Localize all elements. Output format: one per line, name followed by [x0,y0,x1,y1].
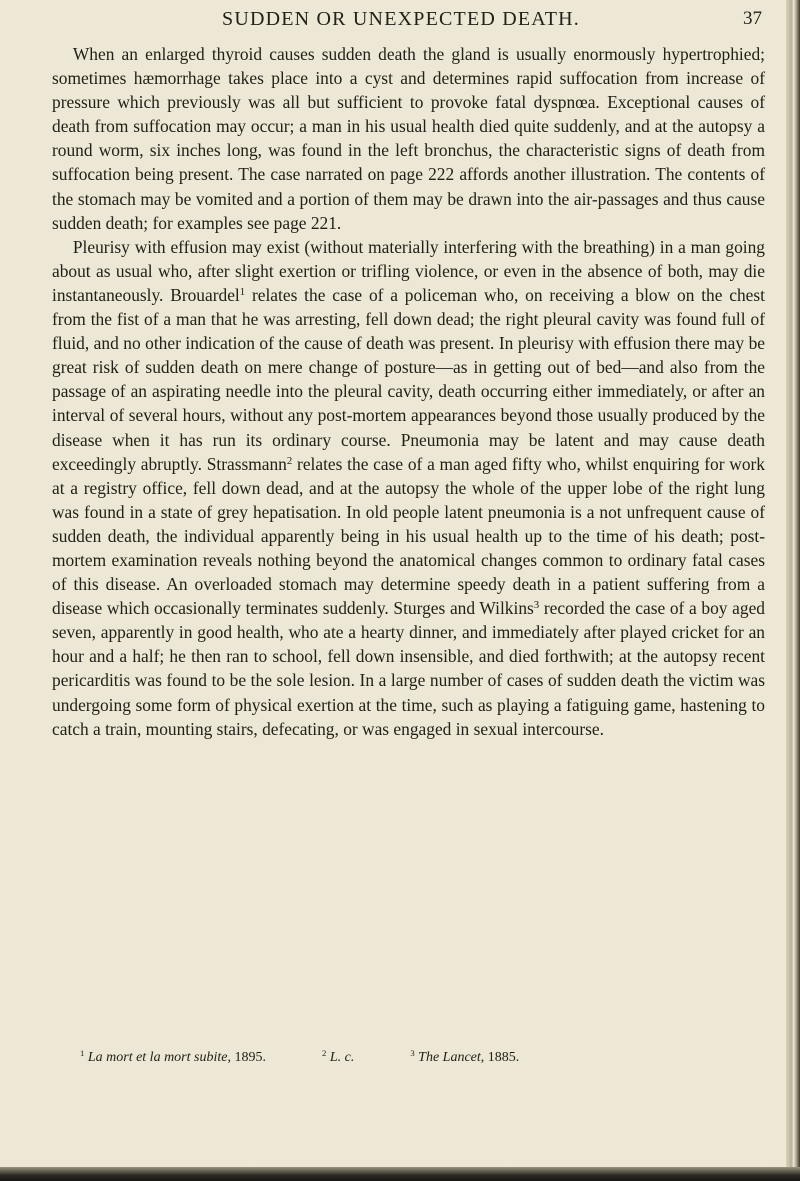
footnote [322,1050,354,1066]
footnotes [80,1050,740,1066]
footnote-mark: 1 [80,1048,85,1059]
footnote-reference: 2 [286,454,293,467]
footnote-reference: 3 [533,599,540,612]
footnote-detail: , 1895. [227,1050,266,1065]
paragraph [52,235,765,741]
paragraph [52,42,765,235]
paragraph-text: relates the case of a policeman who, on receiving a blow on the chest from the fist of a man that he was arresting, fell down dead; the right pleural cavity was found full of fluid, and no other indication of the cause of death was present. In pleurisy with effusion there may be great risk of sudden death on mere change of posture—as in getting out of bed—and also from the passage of an aspirating needle into the pleural cavity, death occurring either immediately, or after an interval of several hours, without any post-mortem appearances beyond those usually produced by the disease when it has run its ordinary course. Pneumonia may be latent and may cause death exceedingly abruptly. Strassmann [52,284,765,474]
footnote-mark: 3 [410,1048,415,1059]
footnote-detail: , 1885. [480,1050,520,1065]
footnote-title: La mort et la mort subite [87,1050,228,1065]
body-text [52,42,765,741]
paragraph-text: When an enlarged thyroid causes sudden death the gland is usually enormously hypertrophied; sometimes hæmorrhage takes place into a cyst and determines rapid suffocation from increase of pressure which previously was all but sufficient to provoke fatal dyspnœa. Exceptional causes of death from suffocation may occur; a man in his usual health died quite suddenly, and at the autopsy a round worm, six inches long, was found in the left bronchus, the characteristic signs of death from suffocation being present. The case narrated on page 222 affords another illustration. The contents of the stomach may be vomited and a portion of them may be drawn into the air-passages and thus cause sudden death; for examples see page 221. [52,44,765,233]
footnote [80,1050,266,1066]
footnote [410,1050,519,1066]
footnote-title: L. c. [329,1050,355,1065]
running-head: SUDDEN OR UNEXPECTED DEATH. [222,8,580,30]
paragraph-text: relates the case of a man aged fifty who, whilst enquiring for work at a registry office, fell down dead, and at the autopsy the whole of the upper lobe of the right lung was found in a state of grey hepatisation. In old people latent pneumonia is a not unfrequent cause of sudden death, the individual apparently being in his usual health up to the time of his death; post-mortem examination reveals nothing beyond the anatomical changes common to ordinary fatal cases of this disease. An overloaded stomach may determine speedy death in a patient suffering from a disease which occasionally terminates suddenly. Sturges and Wilkins [52,453,766,619]
footnote-mark: 2 [321,1048,327,1059]
footnote-title: The Lancet [418,1050,481,1065]
page-number: 37 [743,8,762,29]
footnote-reference: 1 [239,286,246,299]
page-header [40,8,762,38]
paragraph-text: recorded the case of a boy aged seven, apparently in good health, who ate a hearty dinner, and immediately after played cricket for an hour and a half; he then ran to school, fell down insensible, and died forthwith; at the autopsy recent pericarditis was found to be the sole lesion. In a large number of cases of sudden death the victim was undergoing some form of physical exertion at the time, such as playing a fatiguing game, hastening to catch a train, mounting stairs, defecating, or was engaged in sexual intercourse. [52,598,765,739]
page-edge-shadow [786,0,800,1181]
scan-bottom-edge [0,1167,800,1181]
paragraph-text: Pleurisy with effusion may exist (without materially interfering with the breathing) in a man going about as usual who, after slight exertion or trifling violence, or even in the absence of both, may die instantaneously. Brouardel [52,236,765,305]
